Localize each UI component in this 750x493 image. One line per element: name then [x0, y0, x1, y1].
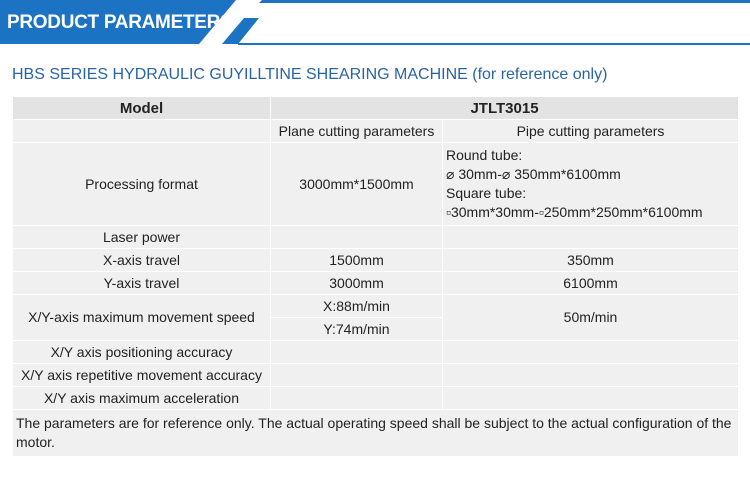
pipe-value: [443, 387, 739, 410]
table-row-x-travel: [13, 249, 739, 272]
header-banner: [0, 0, 750, 50]
pipe-line-square-range: ▫30mm*30mm-▫250mm*250mm*6100mm: [446, 204, 703, 220]
reference-note: The parameters are for reference only. The actual operating speed shall be subject to the actual configuration of the motor.: [13, 410, 739, 457]
row-label: X/Y axis repetitive movement accuracy: [13, 364, 271, 387]
pipe-line-round-range: ⌀ 30mm-⌀ 350mm*6100mm: [446, 166, 621, 182]
pipe-line-round-label: Round tube:: [446, 147, 523, 163]
parameters-table: [12, 96, 739, 457]
table-row-laser-power: [13, 226, 739, 249]
pipe-value: 6100mm: [443, 272, 739, 295]
row-label: Processing format: [13, 143, 271, 226]
table-row-column-headers: [13, 120, 739, 143]
table-row-max-speed: [13, 295, 739, 318]
plane-value: [271, 387, 443, 410]
page-subtitle: HBS SERIES HYDRAULIC GUYILLTINE SHEARING MACHINE (for reference only): [12, 66, 608, 83]
pipe-value: [443, 226, 739, 249]
plane-value: [271, 364, 443, 387]
table-row-acceleration: [13, 387, 739, 410]
table-row-positioning: [13, 341, 739, 364]
column-header-pipe: Pipe cutting parameters: [443, 120, 739, 143]
plane-value: 1500mm: [271, 249, 443, 272]
row-label: X-axis travel: [13, 249, 271, 272]
row-label: X/Y-axis maximum movement speed: [13, 295, 271, 341]
pipe-value: [443, 341, 739, 364]
row-label: X/Y axis positioning accuracy: [13, 341, 271, 364]
pipe-value: [443, 143, 739, 226]
table-row-repetitive: [13, 364, 739, 387]
pipe-value: 50m/min: [443, 295, 739, 341]
pipe-line-square-label: Square tube:: [446, 185, 527, 201]
table-row-note: [13, 410, 739, 457]
banner-title: PRODUCT PARAMETERS: [7, 12, 233, 33]
table-row-model: [13, 97, 739, 120]
table-row-processing-format: [13, 143, 739, 226]
pipe-value: 350mm: [443, 249, 739, 272]
pipe-value: [443, 364, 739, 387]
model-label: Model: [13, 97, 271, 120]
plane-value-y: Y:74m/min: [271, 318, 443, 341]
table-row-y-travel: [13, 272, 739, 295]
plane-value: [271, 226, 443, 249]
empty-cell: [13, 120, 271, 143]
plane-value: [271, 341, 443, 364]
row-label: X/Y axis maximum acceleration: [13, 387, 271, 410]
row-label: Laser power: [13, 226, 271, 249]
model-value: JTLT3015: [271, 97, 739, 120]
column-header-plane: Plane cutting parameters: [271, 120, 443, 143]
row-label: Y-axis travel: [13, 272, 271, 295]
plane-value-x: X:88m/min: [271, 295, 443, 318]
plane-value: 3000mm*1500mm: [271, 143, 443, 226]
plane-value: 3000mm: [271, 272, 443, 295]
